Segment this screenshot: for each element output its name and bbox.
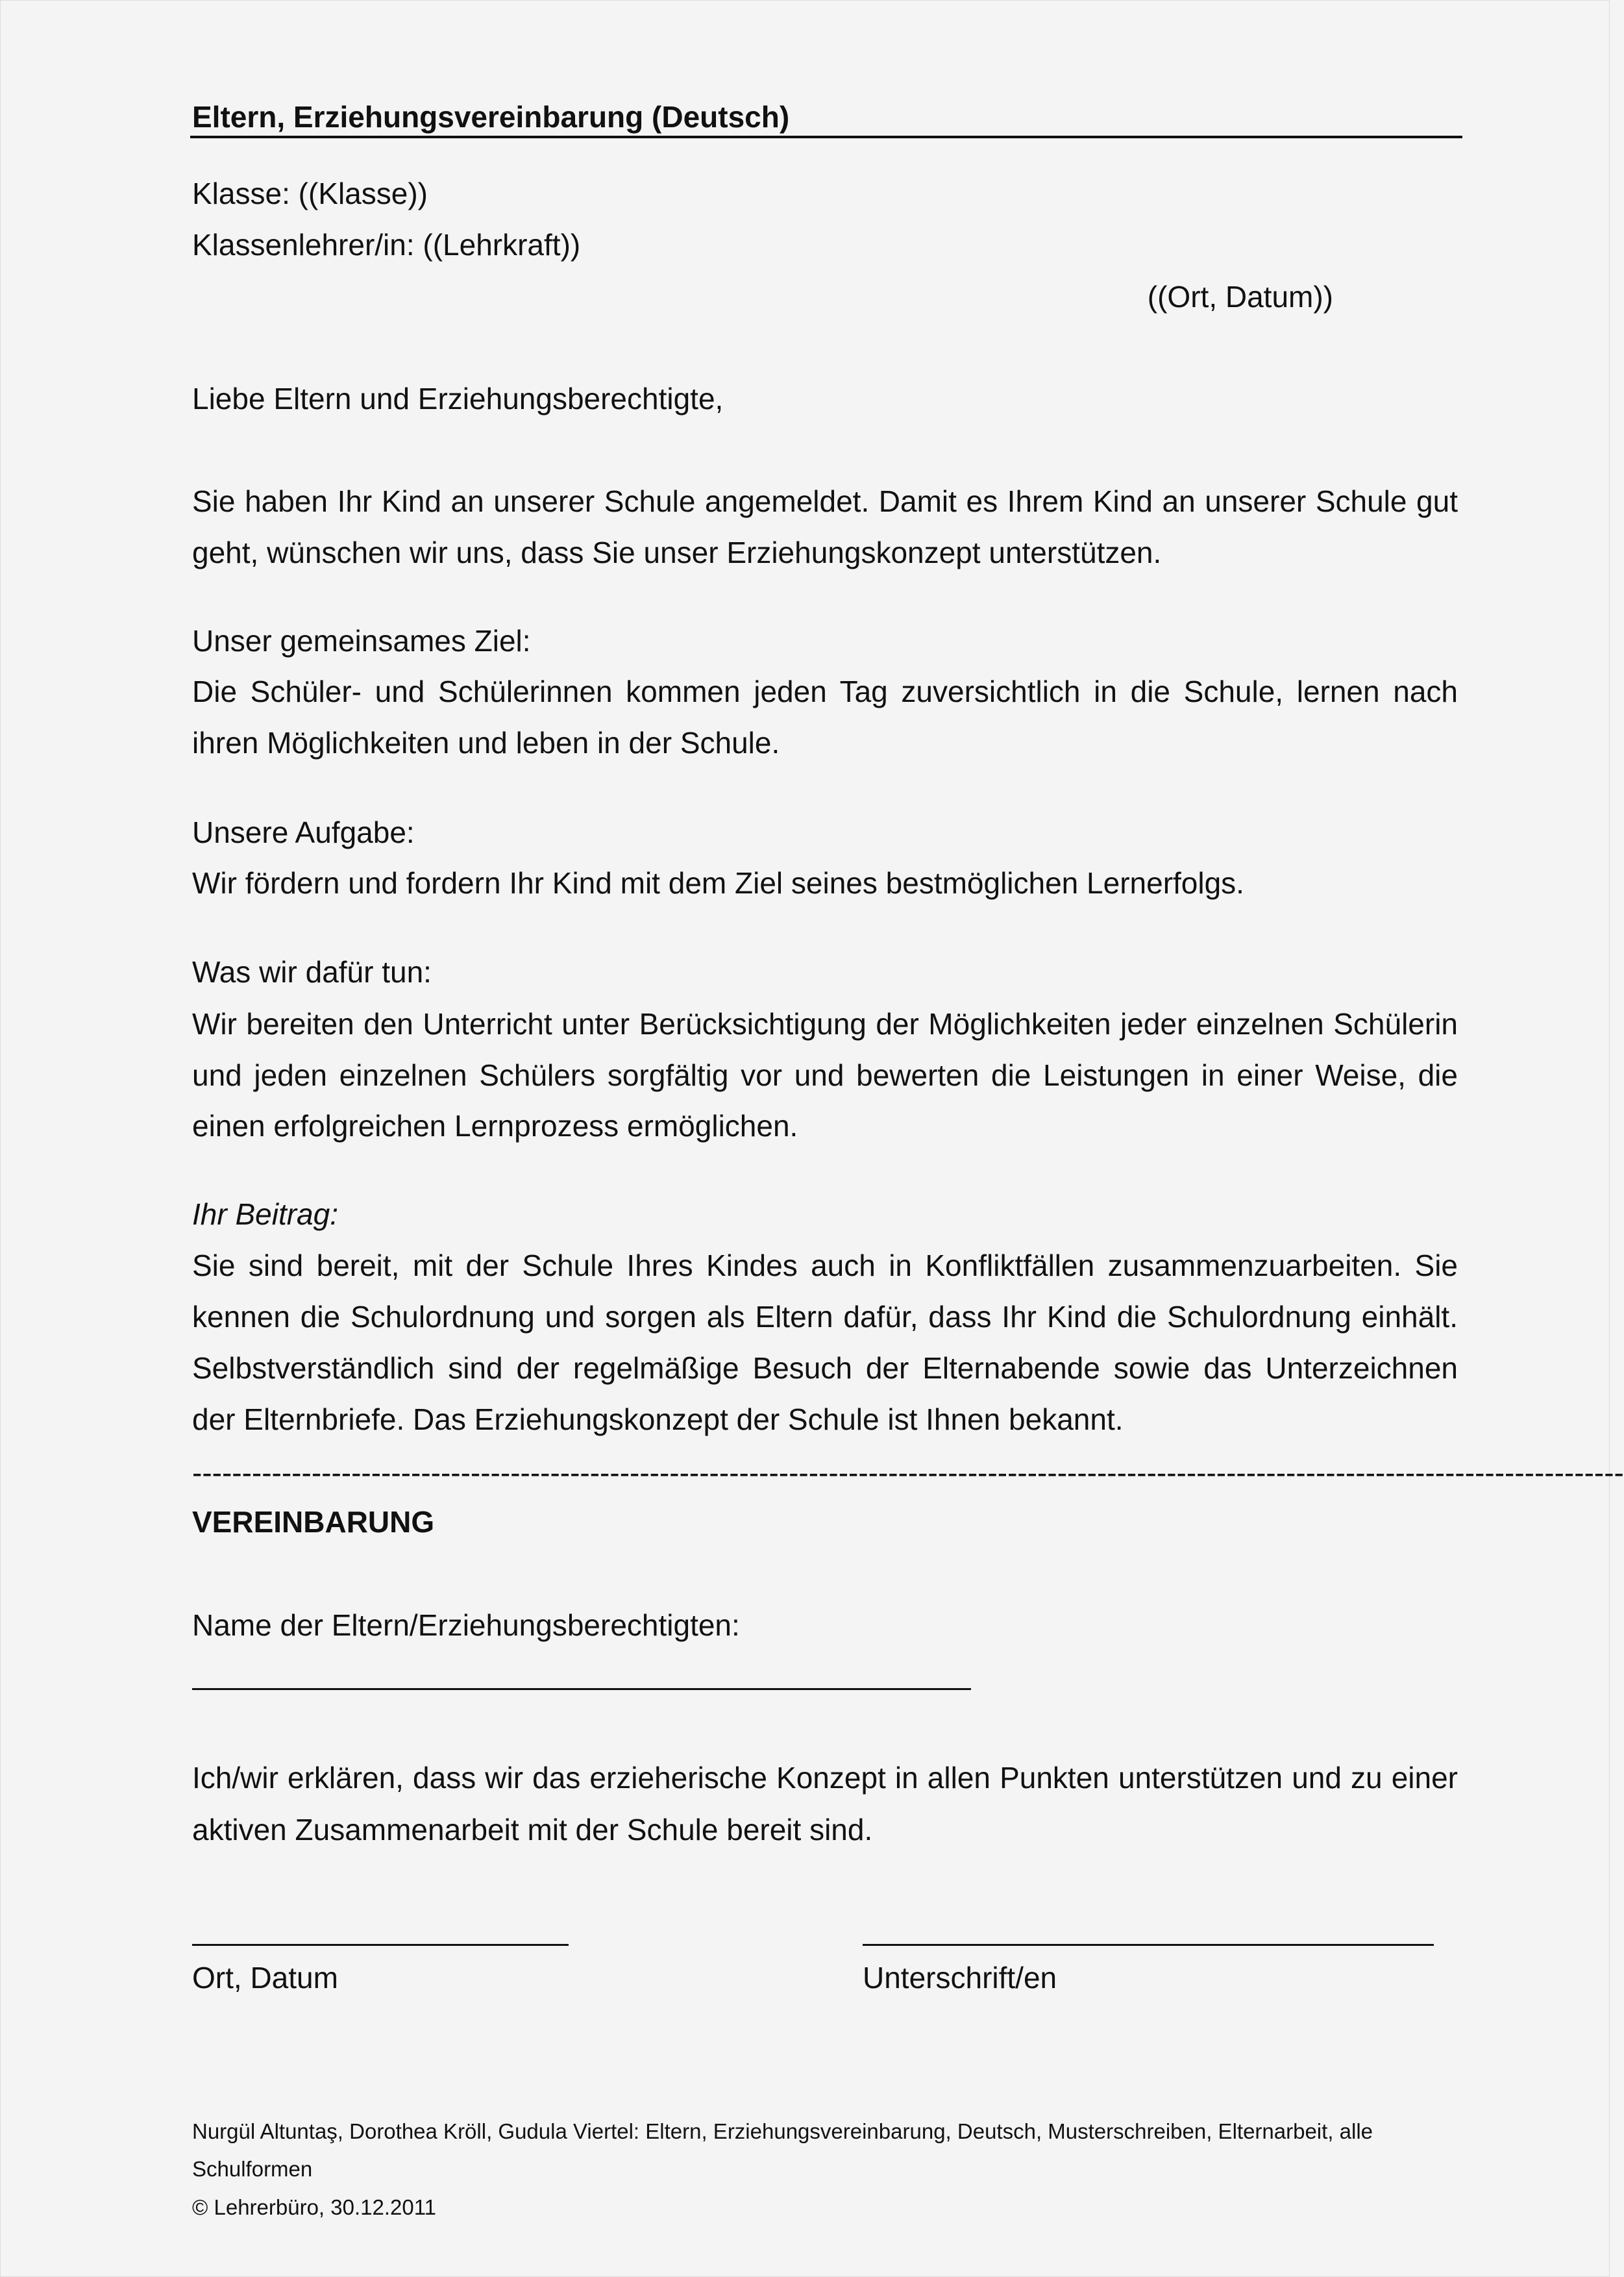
salutation: Liebe Eltern und Erziehungsberechtigte, [192,382,724,416]
lehrer-field: Klassenlehrer/in: ((Lehrkraft)) [192,228,581,262]
ort-datum-field: ((Ort, Datum)) [1147,280,1333,314]
beitrag-line: Selbstverständlich sind der regelmäßige Besuch der Elternabende sowie das Unterzeichnen [192,1351,1458,1385]
name-label: Name der Eltern/Erziehungsberechtigten: [192,1608,740,1642]
name-signature-line[interactable] [192,1688,971,1690]
footer-authors: Nurgül Altuntaş, Dorothea Kröll, Gudula Viertel: Eltern, Erziehungsvereinbarung, Deutsch, Musterschreiben, Elternarbeit, alle [192,2119,1373,2143]
ort-datum-line[interactable] [192,1944,569,1946]
beitrag-line: kennen die Schulordnung und sorgen als Eltern dafür, dass Ihr Kind die Schulordnung einhält. [192,1300,1458,1334]
ziel-heading: Unser gemeinsames Ziel: [192,624,531,658]
declaration-line: Ich/wir erklären, dass wir das erzieherische Konzept in allen Punkten unterstützen und zu einer [192,1761,1458,1795]
tun-heading: Was wir dafür tun: [192,955,432,989]
ziel-line: ihren Möglichkeiten und leben in der Schule. [192,726,780,760]
beitrag-heading: Ihr Beitrag: [192,1197,338,1231]
footer-schulformen: Schulformen [192,2157,313,2181]
signature-label: Unterschrift/en [863,1961,1057,1995]
dashed-separator: ------------------------------------------------------------------------------------------------------------------------------------------------ [192,1456,1624,1489]
document-title: Eltern, Erziehungsvereinbarung (Deutsch) [192,100,790,134]
signature-line[interactable] [863,1944,1434,1946]
tun-line: Wir bereiten den Unterricht unter Berücksichtigung der Möglichkeiten jeder einzelnen Schülerin [192,1007,1458,1041]
declaration-line: aktiven Zusammenarbeit mit der Schule bereit sind. [192,1813,873,1847]
ort-datum-label: Ort, Datum [192,1961,338,1995]
aufgabe-heading: Unsere Aufgabe: [192,815,415,849]
tun-line: und jeden einzelnen Schülers sorgfältig vor und bewerten die Leistungen in einer Weise, die [192,1058,1458,1092]
vereinbarung-heading: VEREINBARUNG [192,1505,435,1539]
beitrag-line: Sie sind bereit, mit der Schule Ihres Kindes auch in Konfliktfällen zusammenzuarbeiten. Sie [192,1249,1458,1282]
title-rule [190,136,1462,138]
ziel-line: Die Schüler- und Schülerinnen kommen jeden Tag zuversichtlich in die Schule, lernen nach [192,675,1458,708]
footer-copyright: © Lehrerbüro, 30.12.2011 [192,2195,436,2219]
klasse-field: Klasse: ((Klasse)) [192,177,428,210]
aufgabe-line: Wir fördern und fordern Ihr Kind mit dem Ziel seines bestmöglichen Lernerfolgs. [192,866,1244,900]
beitrag-line: der Elternbriefe. Das Erziehungskonzept der Schule ist Ihnen bekannt. [192,1402,1124,1436]
intro-line: Sie haben Ihr Kind an unserer Schule angemeldet. Damit es Ihrem Kind an unserer Schule gut [192,484,1458,518]
tun-line: einen erfolgreichen Lernprozess ermöglichen. [192,1109,798,1143]
intro-line: geht, wünschen wir uns, dass Sie unser Erziehungskonzept unterstützen. [192,536,1162,569]
